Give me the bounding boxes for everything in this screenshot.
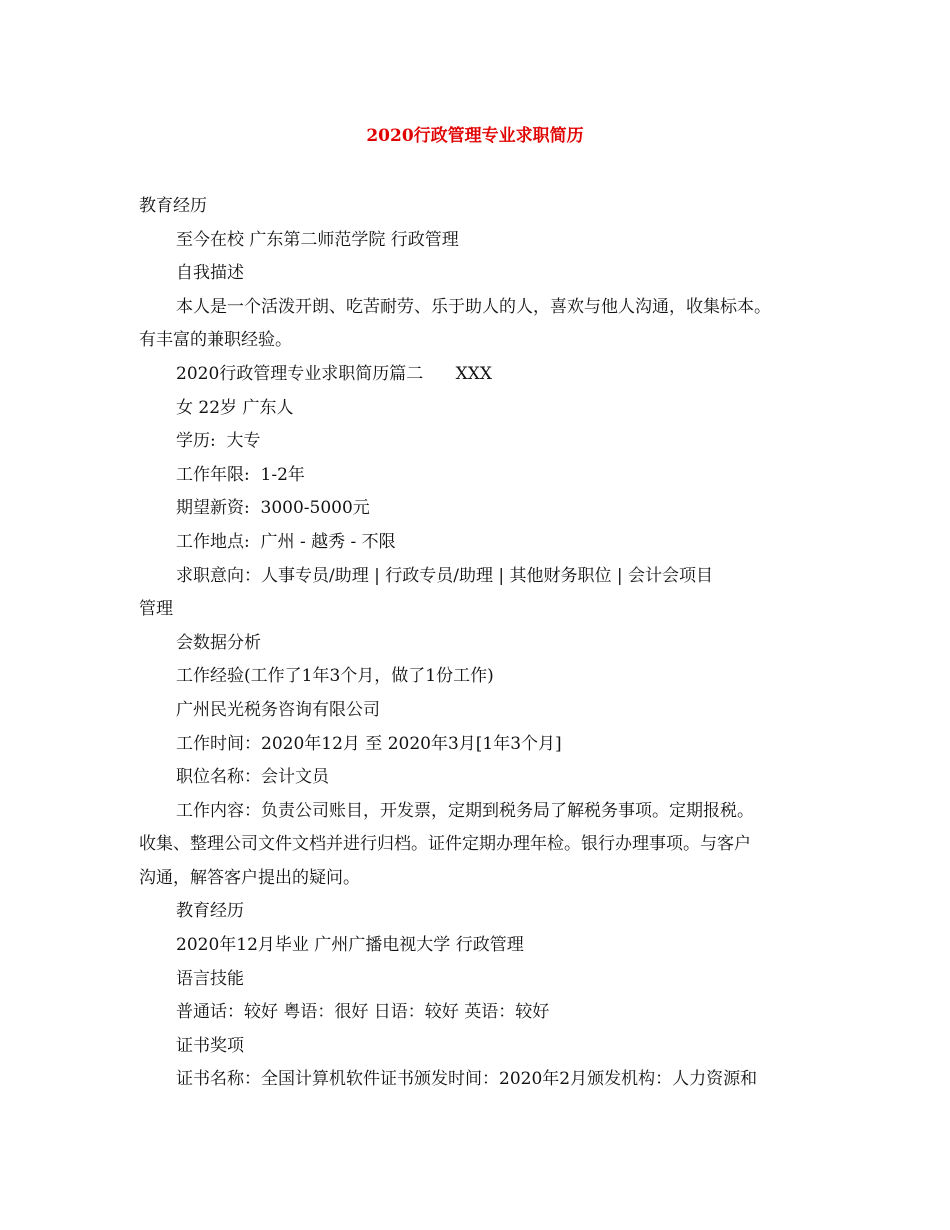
text-line: 职位名称：会计文员 — [176, 767, 329, 788]
text-line: 工作时间：2020年12月 至 2020年3月[1年3个月] — [176, 733, 562, 754]
document-body — [139, 190, 829, 1097]
text-line: 至今在校 广东第二师范学院 行政管理 — [176, 229, 459, 250]
text-line: 收集、整理公司文件文档并进行归档。证件定期办理年检。银行办理事项。与客户 — [139, 834, 751, 855]
text-line: 沟通，解答客户提出的疑问。 — [139, 867, 360, 888]
text-line: 证书名称：全国计算机软件证书颁发时间：2020年2月颁发机构：人力资源和 — [176, 1069, 758, 1090]
text-line: 工作地点: 广州 - 越秀 - 不限 — [176, 531, 396, 552]
text-line: 女 22岁 广东人 — [176, 397, 294, 418]
text-line: 2020行政管理专业求职简历篇二 XXX — [176, 363, 492, 384]
text-line: 语言技能 — [176, 968, 244, 989]
text-line: 工作内容：负责公司账目，开发票，定期到税务局了解税务事项。定期报税。 — [176, 800, 754, 821]
text-line: 期望新资: 3000-5000元 — [176, 498, 370, 519]
text-line: 证书奖项 — [176, 1035, 244, 1056]
text-line: 工作经验(工作了1年3个月，做了1份工作) — [176, 666, 494, 687]
text-line: 求职意向：人事专员/助理 | 行政专员/助理 | 其他财务职位 | 会计会项目 — [176, 565, 714, 586]
text-line: 广州民光税务咨询有限公司 — [176, 699, 380, 720]
text-line: 普通话：较好 粤语：很好 日语：较好 英语：较好 — [176, 1002, 550, 1023]
text-line: 会数据分析 — [176, 632, 261, 653]
text-line: 管理 — [139, 599, 173, 620]
text-line: 教育经历 — [176, 901, 244, 922]
document-title: 2020行政管理专业求职简历 — [366, 126, 584, 146]
text-line: 自我描述 — [176, 263, 244, 284]
text-line: 工作年限: 1-2年 — [176, 464, 305, 485]
text-line: 教育经历 — [139, 196, 207, 216]
text-line: 2020年12月毕业 广州广播电视大学 行政管理 — [176, 935, 524, 956]
text-line: 本人是一个活泼开朗、吃苦耐劳、乐于助人的人，喜欢与他人沟通，收集标本。 — [176, 296, 771, 317]
text-line: 学历: 大专 — [176, 431, 261, 452]
text-line: 有丰富的兼职经验。 — [139, 330, 292, 351]
